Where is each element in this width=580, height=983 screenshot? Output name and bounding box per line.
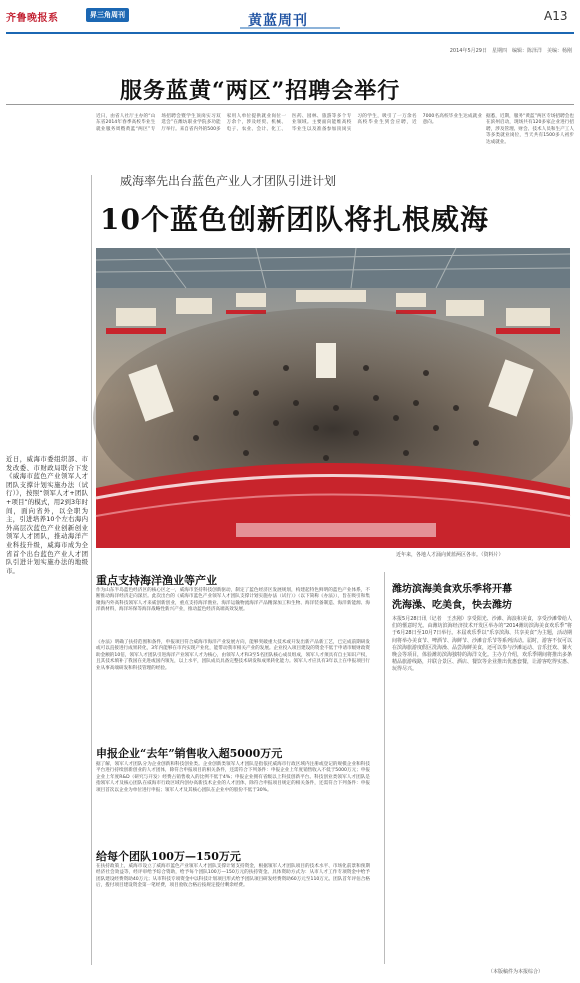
headline-rule bbox=[6, 104, 574, 105]
photo-caption: 近年来，各地人才涌向黄蓝两区各市。（资料片） bbox=[396, 552, 504, 558]
article1-headline: 服务蓝黄“两区”招聘会举行 bbox=[120, 78, 401, 104]
masthead bbox=[0, 0, 580, 42]
article1-body-cont: 据悉，近期，服务“黄蓝”两区专场招聘会也在滨州启动，现场共有120多家企业进行招聘，涉及管理、财会、技术人员和生产工人等多类就业岗位，当天共有1500多人初步达成就业。 bbox=[486, 114, 574, 145]
article2-headline: 10个蓝色创新团队将扎根威海 bbox=[100, 203, 489, 236]
dateline: 2014年5月29日 星期四 编辑：陈泽洋 美编：杨刚 bbox=[449, 48, 572, 54]
article2-subhead: 威海率先出台蓝色产业人才团队引进计划 bbox=[120, 174, 337, 188]
section-heading-3: 给每个团队100万—150万元 bbox=[96, 850, 241, 863]
newspaper-logo: 齐鲁晚报系 bbox=[6, 13, 59, 24]
section-body-3: 在扶持政策上，威海市设立了威海市蓝色产业领军人才团队支撑计划支持资金，根据领军人才团队项目的技术水平、市场化前景和预期经济社会效益等，经评审给予综合资助，给予每个团队100万—150万元的扶持资金。具体资助方式为：从市人才工作专项资金中给予团队建设经费资助40万元；从市科技专项资金中以科技计划项目形式给予团队项目研发经费资助60万元至110万元。团队首年评估合格后，拨付项目建设资金第一笔经费，项目验收合格后按规定拨付剩余经费。 bbox=[96, 864, 370, 889]
page-number: A13 bbox=[544, 9, 568, 23]
weekly-badge: 昇三角周刊 bbox=[86, 8, 129, 22]
section-body-1: 《办法》明确了扶持范围和条件，申报项目符合威海市海洋产业发展方向，能够突破重大技术或开发出新产品新工艺，已完成前期研发或可以直接进行成果转化，3年内能够在市内实现产业化，能带动我市相关产业的发展。企业投入项目建设的资金不低于申请市级财政资助金额的10倍，领军人才团队引进海洋产业领军人才为核心，由领军人才和3至5名团队核心成员组成，领军人才须具有自主知识产权，且其技术填补了我国在先进或国内领先，以上水平，团队成员具备完整技术研发和成果转化能力。领军人才应具有3年以上在申报项目行业从事高端研发和科技管理的经验。 bbox=[96, 640, 370, 671]
column-divider bbox=[91, 175, 92, 965]
lede-column bbox=[6, 175, 88, 575]
sidebar-title-line1: 潍坊滨海美食欢乐季将开幕 bbox=[392, 584, 512, 595]
job-fair-photo bbox=[96, 248, 570, 548]
article1-body: 近日，由省人社厅主办的“山东省2014年春季高校毕业生就业服务周暨黄蓝“两区”专场招聘会暨学生顶岗实习双选会”在潍坊职业学院多功能厅举行。来自省内外的500多家用人单位提供就业岗位一万余个，涉及经贸、机械、电子、农业、会计、化工、医药、园林、旅游等多个专业领域。主要面向能维高校毕业生以及准备参加顶岗实习的学生，吸引了一万余名高校毕业生到会应聘，近7000名高校毕业生达成就业意向。 bbox=[96, 114, 482, 132]
sidebar-divider bbox=[384, 572, 385, 964]
sidebar-body: 本报5月28日讯（记者 王杰刚）享受阳光、沙滩、海浪和美食，享受沙滩带给人们的惬意时光。由潍坊滨海经济技术开发区举办的“2014潍坊滨海美食欢乐季”将于6月28日至10月7日举行。本届欢乐季以“乐享滨海、共享美食”为主题，活动期间将举办美食节、啤酒节、海鲜节、沙滩音乐节等系列活动。届时，游客不仅可以在滨海旅游度假区洗海澡、品尝海鲜美食，还可以参与沙滩运动、音乐狂欢、篝火晚会等项目，体验潍坊滨海独特的海洋文化。主办方介绍，欢乐季期间将推出多条精品旅游线路，并联合景区、酒店、餐饮等企业推出优惠套餐，让游客吃得实惠、玩得尽兴。 bbox=[392, 616, 573, 673]
section-title: 黄蓝周刊 bbox=[248, 13, 308, 29]
section-heading-2: 申报企业“去年”销售收入超5000万元 bbox=[96, 747, 283, 760]
section-heading-1: 重点支持海洋渔业等产业 bbox=[96, 574, 217, 587]
masthead-rule bbox=[6, 32, 574, 34]
sidebar-footer: （本版稿件为本报综合） bbox=[488, 969, 544, 975]
section-body-2: 据了解，领军人才团队分为企业创新和科技创业类。企业创新类领军人才团队是指依托威海市行政区域内注册或登记的规模企业和科技平台进行持续创新创业的人才团体，除符合申报项目的相关条件，还需符合下列条件：申报企业上年度销售收入不低于5000万元；申报企业上年度R&D（研究与开发）经费占销售收入的比例不低于4%；申报企业拥有省级以上科技创新平台。科技创业类领军人才团队是指领军人才及核心团队在威海市行政区域内创办高新技术企业的人才团体，除符合申报项目规定的相关条件，还需符合下列条件：申报项目首次以企业为单位进行申报；领军人才及其核心团队在企业中的股份不低于30%。 bbox=[96, 762, 370, 793]
intro-text: 作为山东半岛蓝色经济区的核心区之一，威海市坚持科技创新驱动，制定了蓝色经济区发展规划，构建起特色鲜明的蓝色产业体系，不断推动海洋经济走向深层。此次出台的《威海市蓝色产业领军人才团队支撑计划实施办法（试行）》（以下简称《办法》），旨在吸引和集聚海内外高科技领军人才来威创新创业，重点支持海洋渔业、海洋运输物流海洋产品精深加工和生物、海洋装备制造、海洋新能源、海洋新材料，海洋环保等海洋战略性新兴产业，推动蓝色经济高端高效发展。 bbox=[96, 588, 370, 613]
sidebar-title-line2: 洗海澡、吃美食，快去潍坊 bbox=[392, 600, 512, 611]
lede-text: 近日，威海市委组织部、市发改委、市财政局联合下发《威海市蓝色产业领军人才团队支撑计划实施办法（试行）》，按照“领军人才+团队+项目”的模式，用2到3年时间，面向省外，以全职为主，引进培养10个左右海内外高层次蓝色产业创新创业领军人才团队，推动海洋产业科技升级，威海市成为全省首个出台蓝色产业人才团队引进计划实施办法的地级市。 bbox=[6, 455, 88, 575]
